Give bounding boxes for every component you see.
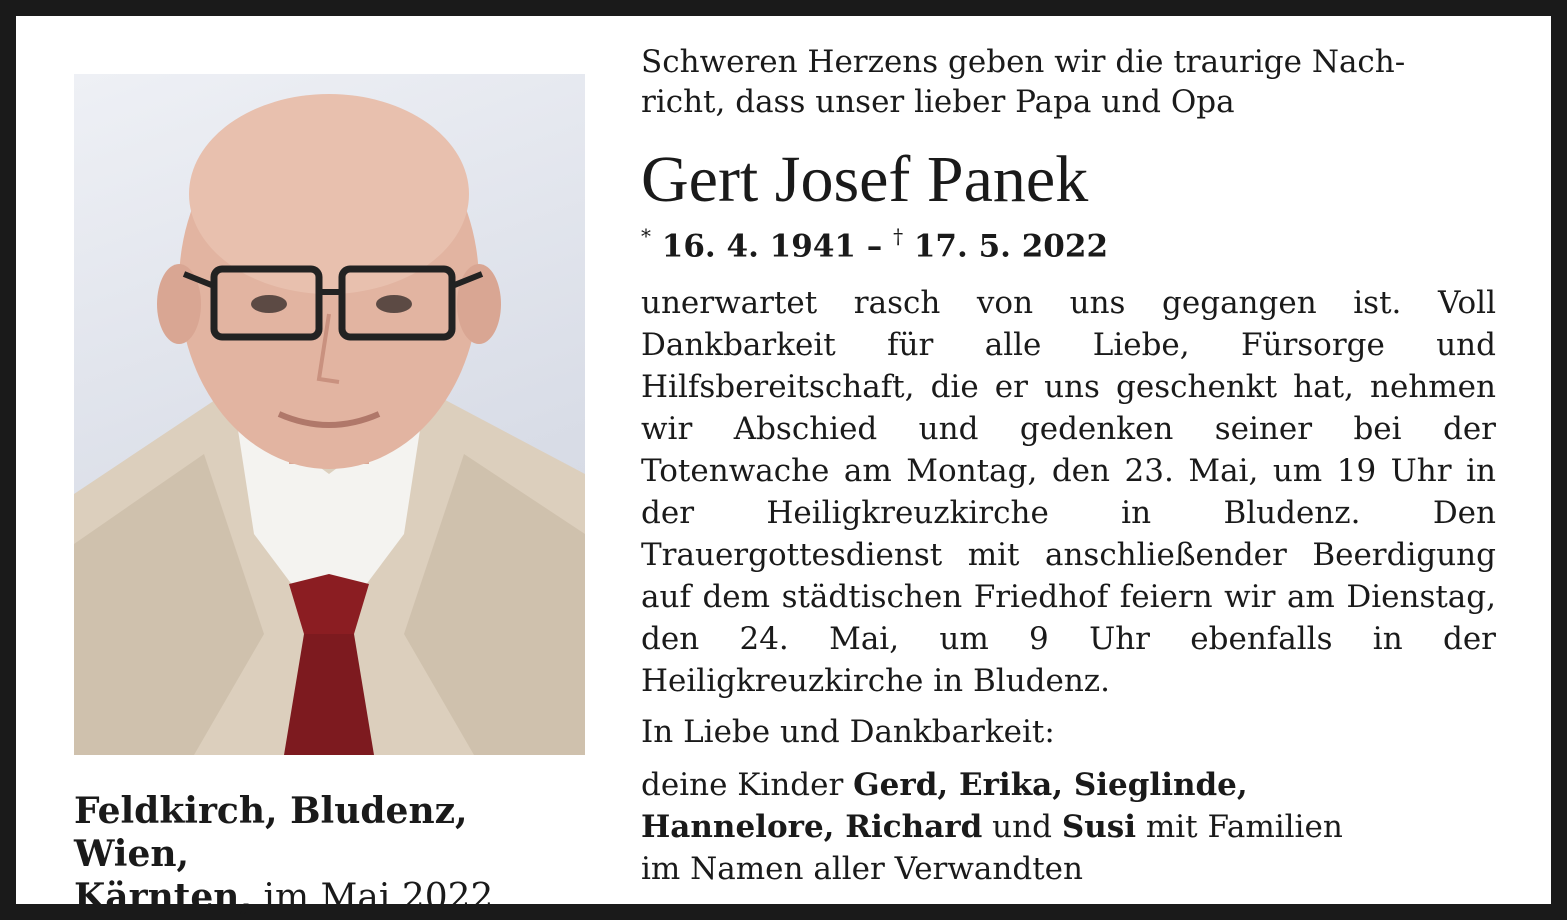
announcement-paragraph: unerwartet rasch von uns gegangen ist. Voll Dankbarkeit für alle Liebe, Fürsorge und Hilfsbereitschaft, die er uns geschenkt hat, nehmen wir Abschied und gedenken seiner bei der Totenwache am Montag, den 23. Mai, um 19 Uhr in der Heiligkreuzkirche in Bludenz. Den Trauergottesdienst mit anschließender Beerdigung auf dem städtischen Friedhof feiern wir am Dienstag, den 24. Mai, um 9 Uhr ebenfalls in der Heiligkreuzkirche in Bludenz.	[641, 285, 1496, 699]
with-families: mit Familien	[1135, 809, 1343, 845]
deceased-name: Gert Josef Panek	[641, 143, 1089, 216]
birth-date: 16. 4. 1941	[661, 228, 856, 265]
announcement-body	[641, 282, 1496, 702]
death-date: 17. 5. 2022	[913, 228, 1109, 265]
intro-line-2: richt, dass unser lieber Papa und Opa	[641, 84, 1235, 120]
family-signatures	[641, 764, 1496, 890]
family-line-2	[641, 806, 1496, 848]
death-symbol: †	[893, 224, 904, 248]
birth-symbol: *	[641, 224, 651, 248]
children-prefix: deine Kinder	[641, 767, 854, 803]
place-line-2	[74, 876, 594, 919]
signoff: In Liebe und Dankbarkeit:	[641, 714, 1055, 750]
intro-text	[641, 42, 1496, 122]
portrait-photo	[74, 74, 585, 755]
child-susi: Susi	[1061, 809, 1136, 845]
date-separator: –	[855, 228, 894, 265]
place-line-1: Feldkirch, Bludenz, Wien,	[74, 790, 468, 875]
life-dates	[641, 218, 1496, 266]
children-names-1: Gerd, Erika, Sieglinde,	[853, 767, 1248, 803]
family-line-3: im Namen aller Verwandten	[641, 851, 1083, 887]
family-line-1	[641, 764, 1496, 806]
place-and-date	[74, 790, 594, 919]
place-karnten: Kärnten,	[74, 876, 252, 918]
place-month: im Mai 2022	[252, 877, 494, 918]
and-word: und	[982, 809, 1062, 845]
intro-line-1: Schweren Herzens geben wir die traurige Nach-	[641, 44, 1406, 80]
children-names-2: Hannelore, Richard	[641, 809, 983, 845]
